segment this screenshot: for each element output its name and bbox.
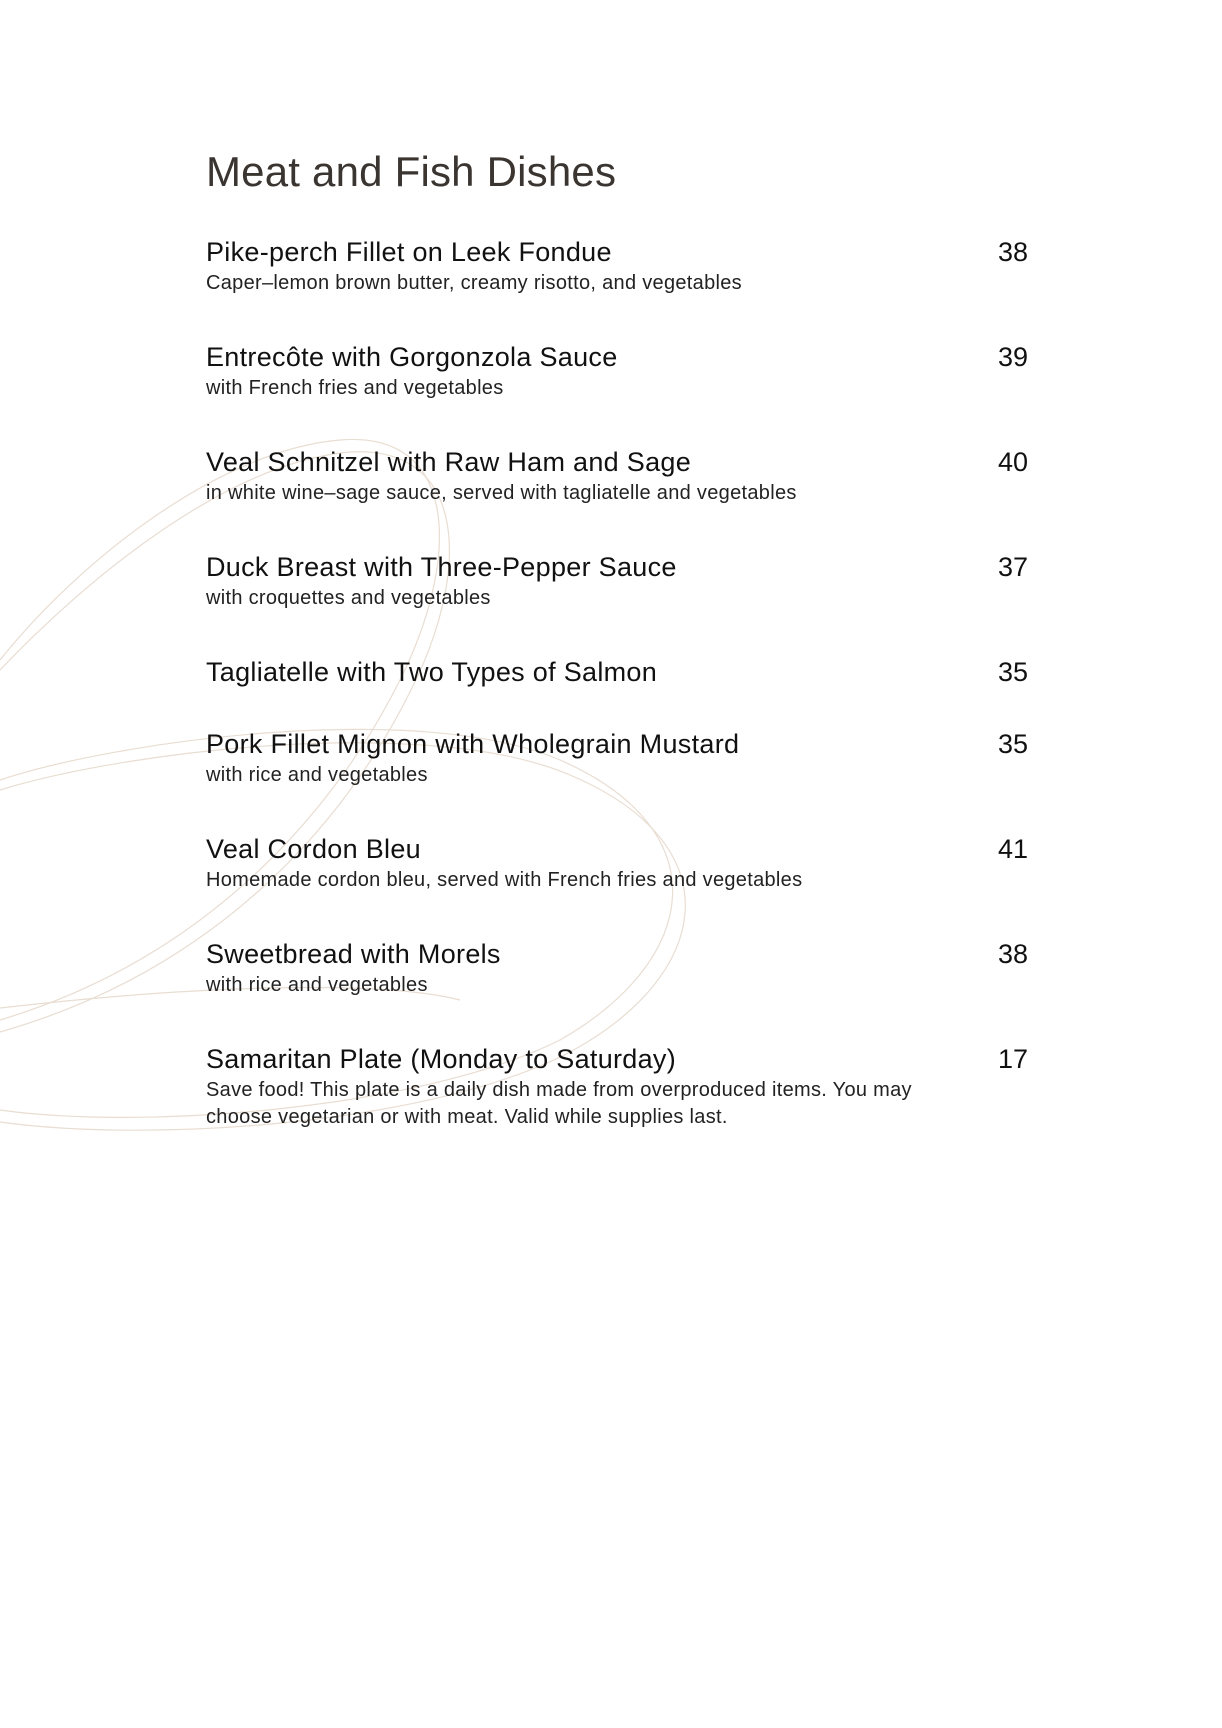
- menu-item: [206, 339, 1028, 402]
- item-name: Sweetbread with Morels: [206, 939, 501, 969]
- item-price: 40: [997, 447, 1028, 477]
- item-description: Homemade cordon bleu, served with French fries and vegetables: [206, 869, 803, 891]
- menu-item: [206, 726, 1028, 789]
- item-description: with French fries and vegetables: [206, 377, 504, 399]
- item-description: Caper–lemon brown butter, creamy risotto, and vegetables: [206, 272, 742, 294]
- item-description: with rice and vegetables: [206, 974, 428, 996]
- menu-item: [206, 831, 1028, 894]
- item-name: Veal Schnitzel with Raw Ham and Sage: [206, 447, 692, 477]
- section-title: Meat and Fish Dishes: [206, 148, 617, 195]
- menu-item: [206, 1041, 1028, 1131]
- item-name: Samaritan Plate (Monday to Saturday): [206, 1044, 677, 1074]
- item-price: 35: [997, 729, 1028, 759]
- menu-item: [206, 549, 1028, 612]
- item-description: in white wine–sage sauce, served with tagliatelle and vegetables: [206, 482, 797, 504]
- item-price: 35: [997, 657, 1028, 687]
- item-price: 17: [997, 1044, 1028, 1074]
- item-name: Pork Fillet Mignon with Wholegrain Mustard: [206, 729, 740, 759]
- item-name: Pike-perch Fillet on Leek Fondue: [206, 237, 612, 267]
- item-price: 41: [997, 834, 1028, 864]
- item-price: 38: [997, 237, 1028, 267]
- item-description: Save food! This plate is a daily dish made from overproduced items. You may choose vegetarian or with meat. Valid while supplies last.: [206, 1079, 912, 1128]
- item-name: Entrecôte with Gorgonzola Sauce: [206, 342, 618, 372]
- item-name: Tagliatelle with Two Types of Salmon: [206, 657, 658, 687]
- item-price: 37: [997, 552, 1028, 582]
- menu-item: [206, 654, 1028, 690]
- menu-item: [206, 234, 1028, 297]
- item-price: 39: [997, 342, 1028, 372]
- menu-item: [206, 444, 1028, 507]
- item-price: 38: [997, 939, 1028, 969]
- menu-item: [206, 936, 1028, 999]
- menu-content: [206, 144, 1028, 1173]
- item-description: with rice and vegetables: [206, 764, 428, 786]
- item-description: with croquettes and vegetables: [206, 587, 491, 609]
- item-name: Veal Cordon Bleu: [206, 834, 421, 864]
- item-name: Duck Breast with Three-Pepper Sauce: [206, 552, 677, 582]
